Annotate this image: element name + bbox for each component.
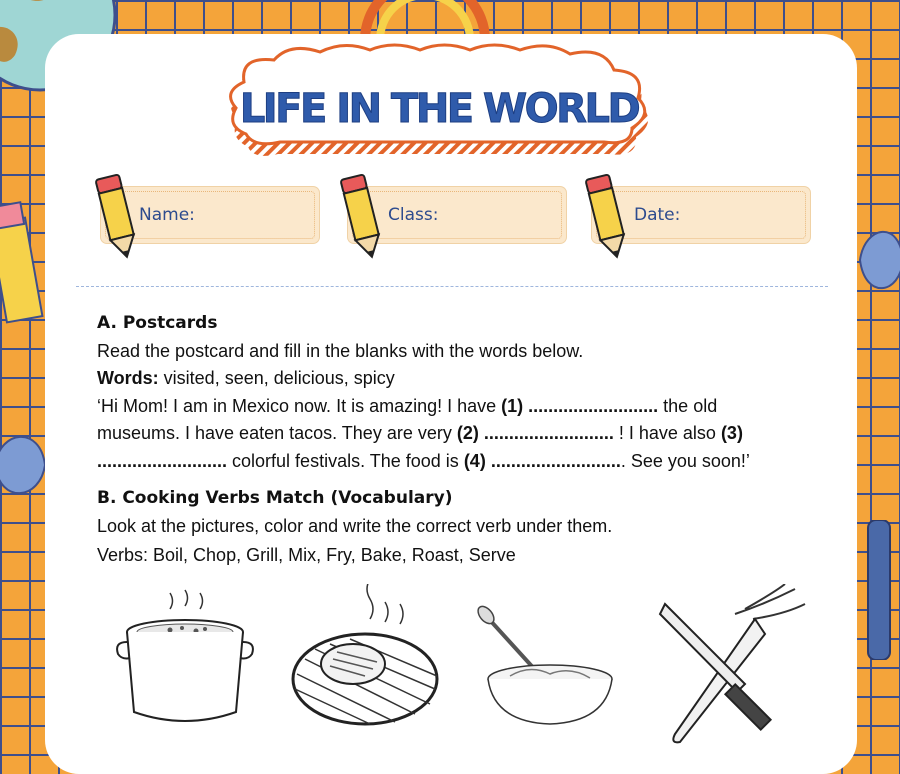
blank-4[interactable]: ..........................: [485, 450, 621, 471]
leaf-decoration: [855, 215, 900, 305]
blank-number-1: (1): [501, 395, 524, 416]
name-label: Name:: [139, 205, 195, 225]
section-b-heading: B. Cooking Verbs Match (Vocabulary): [97, 488, 453, 508]
knife-carrot-icon: [645, 584, 810, 749]
blank-2[interactable]: ..........................: [478, 423, 614, 443]
grill-steak-icon: [285, 584, 445, 734]
date-label: Date:: [634, 205, 681, 225]
blank-number-3: (3): [720, 423, 743, 443]
postcard-line-2: [97, 420, 832, 448]
section-b-instruction: Look at the pictures, color and write the correct verb under them.: [97, 515, 613, 536]
section-divider: [76, 286, 828, 287]
title-banner: [218, 42, 660, 164]
postcard-line-3: [97, 448, 832, 476]
mixing-bowl-icon: [470, 584, 620, 734]
postcard-text: the old: [658, 395, 718, 416]
leaf-decoration: [0, 420, 50, 510]
pencil-icon: [337, 172, 387, 262]
tool-decoration: [858, 520, 900, 660]
page-title: LIFE IN THE WORLD: [239, 86, 639, 132]
words-label: Words:: [97, 368, 159, 388]
word-bank: [97, 365, 832, 393]
words-list: visited, seen, delicious, spicy: [158, 368, 395, 388]
pencil-icon: [582, 172, 632, 262]
verb-list: Verbs: Boil, Chop, Grill, Mix, Fry, Bake, Roast, Serve: [97, 545, 516, 565]
blank-number-4: (4): [463, 450, 486, 471]
pencil-decoration: [0, 200, 50, 350]
blank-1[interactable]: ..........................: [523, 395, 659, 416]
pencil-icon: [92, 172, 142, 262]
boiling-pot-icon: [110, 584, 260, 734]
blank-3[interactable]: ..........................: [97, 450, 228, 471]
postcard-line-1: [97, 393, 832, 421]
postcard-text: ‘Hi Mom! I am in Mexico now. It is amazing! I have: [97, 395, 502, 416]
blank-number-2: (2): [456, 423, 479, 443]
section-a-heading: A. Postcards: [97, 313, 218, 333]
postcard-text: colorful festivals. The food is: [227, 450, 464, 471]
section-a-instruction: Read the postcard and fill in the blanks with the words below.: [97, 340, 584, 361]
postcard-text: ! I have also: [613, 423, 721, 443]
worksheet-content: [97, 310, 832, 570]
postcard-text: museums. I have eaten tacos. They are very: [97, 423, 457, 443]
postcard-text: . See you soon!’: [620, 450, 750, 471]
class-label: Class:: [388, 205, 439, 225]
